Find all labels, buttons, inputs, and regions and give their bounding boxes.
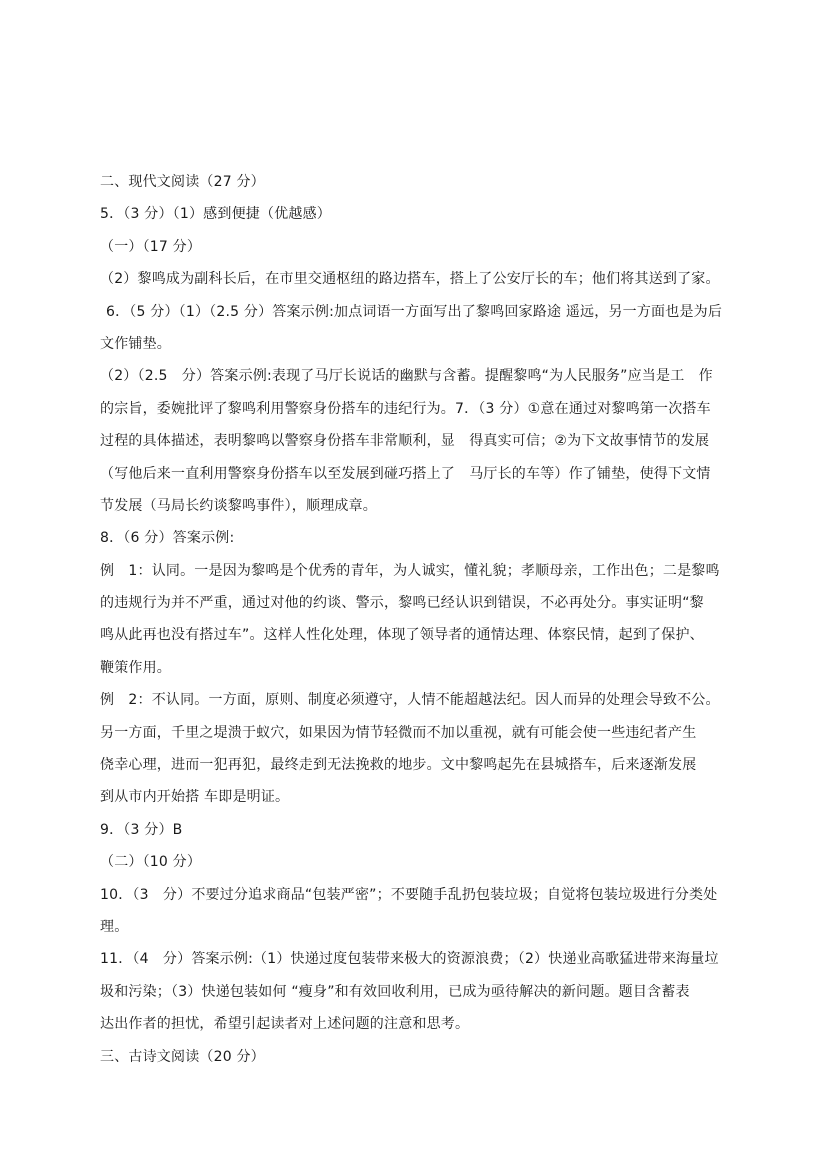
- answer-q8-example1-line4: 鞭策作用。: [100, 659, 171, 676]
- answer-q6-line1: 6．（5 分）（1）（2.5 分）答案示例:加点词语一方面写出了黎鸣回家路途 遥远，另一方面也是为后: [106, 303, 723, 320]
- answer-q8-heading: 8．（6 分）答案示例:: [100, 530, 235, 547]
- section-heading-classical-reading: 三、古诗文阅读（20 分）: [100, 1048, 265, 1065]
- answer-key-text: [100, 166, 740, 1073]
- answer-q8-example1-line3: 鸣从此再也没有搭过车”。这样人性化处理，体现了领导者的通情达理、体察民情，起到了保护、: [100, 627, 704, 644]
- answer-q10-line2: 理。: [100, 918, 129, 935]
- answer-q9: 9．（3 分）B: [100, 821, 183, 838]
- answer-q8-example1-line2: 的违规行为并不严重，通过对他的约谈、警示，黎鸣已经认识到错误，不必再处分。事实证明“黎: [100, 595, 704, 612]
- answer-q8-example2-line1: 例 2：不认同。一方面，原则、制度必须遵守，人情不能超越法纪。因人而异的处理会导致不公。: [100, 692, 720, 709]
- answer-q6-line2: 文作铺垫。: [100, 335, 171, 352]
- answer-q6-part2-line2: 的宗旨，委婉批评了黎鸣利用警察身份搭车的违纪行为。7．（3 分）①意在通过对黎鸣第一次搭车: [100, 400, 711, 417]
- answer-q8-example2-line3: 侥幸心理，进而一犯再犯，最终走到无法挽救的地步。文中黎鸣起先在县城搭车，后来逐渐发展: [100, 757, 697, 774]
- answer-q8-example2-line4: 到从市内开始搭 车即是明证。: [100, 789, 290, 806]
- subsection-heading-2: （二）（10 分）: [100, 854, 202, 871]
- subsection-heading-1: （一）（17 分）: [100, 238, 202, 255]
- answer-q8-example1-line1: 例 1：认同。一是因为黎鸣是个优秀的青年，为人诚实，懂礼貌；孝顺母亲，工作出色；二是黎鸣: [100, 562, 720, 579]
- answer-q7-line1: 过程的具体描述，表明黎鸣以警察身份搭车非常顺利，显 得真实可信；②为下文故事情节的发展: [100, 433, 710, 450]
- answer-q11-line3: 达出作者的担忧，希望引起读者对上述问题的注意和思考。: [100, 1016, 470, 1033]
- answer-q11-line2: 圾和污染；（3）快递包装如何 “瘦身”和有效回收利用，已成为亟待解决的新问题。题目含蓄表: [100, 983, 690, 1000]
- answer-q8-example2-line2: 另一方面，千里之堤溃于蚁穴，如果因为情节轻微而不加以重视，就有可能会使一些违纪者产生: [100, 724, 697, 741]
- answer-q10-line1: 10．（3 分）不要过分追求商品“包装严密”；不要随手乱扔包装垃圾；自觉将包装垃圾进行分类处: [100, 886, 718, 903]
- answer-q11-line1: 11．（4 分）答案示例:（1）快递过度包装带来极大的资源浪费；（2）快递业高歌猛进带来海量垃: [100, 951, 719, 968]
- section-heading-modern-reading: 二、现代文阅读（27 分）: [100, 174, 265, 190]
- answer-q7-line2: （写他后来一直利用警察身份搭车以至发展到碰巧搭上了 马厅长的车等）作了铺垫，使得下文情: [100, 465, 711, 482]
- answer-q5: 5．（3 分）（1）感到便捷（优越感）: [100, 206, 331, 223]
- answer-q7-line3: 节发展（马局长约谈黎鸣事件），顺理成章。: [100, 497, 377, 514]
- answer-q5-part2: （2）黎鸣成为副科长后，在市里交通枢纽的路边搭车，搭上了公安厅长的车；他们将其送到了家。: [100, 271, 720, 288]
- answer-q6-part2-line1: （2）（2.5 分）答案示例:表现了马厅长说话的幽默与含蓄。提醒黎鸣“为人民服务”应当是工 作: [100, 368, 713, 385]
